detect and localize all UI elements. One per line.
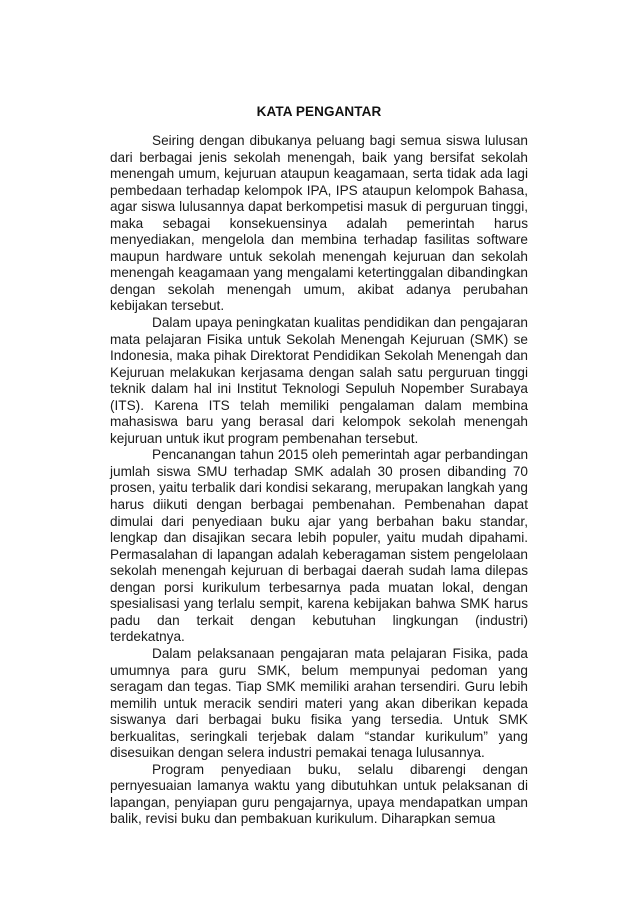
paragraph-5: Program penyediaan buku, selalu dibarengi dengan pernyesuaian lamanya waktu yang dibutuhkan untuk pelaksanan di lapangan, penyiapan guru pengajarnya, upaya mendapatkan umpan balik, revisi buku dan pembakuan kurikulum. Diharapkan semua — [110, 761, 528, 827]
page-title: KATA PENGANTAR — [256, 104, 382, 119]
paragraph-4: Dalam pelaksanaan pengajaran mata pelajaran Fisika, pada umumnya para guru SMK, belum mempunyai pedoman yang seragam dan tegas. Tiap SMK memiliki arahan tersendiri. Guru lebih memilih untuk meracik sendiri materi yang akan diberikan kepada siswanya dari berbagai buku fisika yang tersedia. Untuk SMK berkualitas, seringkali terjebak dalam “standar kurikulum” yang disesuikan dengan selera industri pemakai tenaga lulusannya. — [110, 645, 528, 761]
paragraph-2: Dalam upaya peningkatan kualitas pendidikan dan pengajaran mata pelajaran Fisika untuk Sekolah Menengah Kejuruan (SMK) se Indonesia, maka pihak Direktorat Pendidikan Sekolah Menengah dan Kejuruan melakukan kerjasama dengan salah satu perguruan tinggi teknik dalam hal ini Institut Teknologi Sepuluh Nopember Surabaya (ITS). Karena ITS telah memiliki pengalaman dalam membina mahasiswa baru yang berasal dari kelompok sekolah menengah kejuruan untuk ikut program pembenahan tersebut. — [110, 315, 528, 446]
paragraph-3: Pencanangan tahun 2015 oleh pemerintah agar perbandingan jumlah siswa SMU terhadap SMK adalah 30 prosen dibanding 70 prosen, yaitu terbalik dari kondisi sekarang, merupakan langkah yang harus diikuti dengan berbagai pembenahan. Pembenahan dapat dimulai dari penyediaan buku ajar yang berbahan baku standar, lengkap dan disajikan secara lebih populer, yaitu mudah dipahami. Permasalahan di lapangan adalah keberagaman sistem pengelolaan sekolah menengah kejuruan di berbagai daerah sudah lama dilepas dengan porsi kurikulum terbesarnya pada muatan lokal, dengan spesialisasi yang terlalu sempit, karena kebijakan bahwa SMK harus padu dan terkait dengan kebutuhan lingkungan (industri) terdekatnya. — [110, 447, 528, 645]
paragraph-1: Seiring dengan dibukanya peluang bagi semua siswa lulusan dari berbagai jenis sekolah menengah, baik yang bersifat sekolah menengah umum, kejuruan ataupun keagamaan, serta tidak ada lagi pembedaan terhadap kelompok IPA, IPS ataupun kelompok Bahasa, agar siswa lulusannya dapat berkompetisi masuk di perguruan tinggi, maka sebagai konsekuensinya adalah pemerintah harus menyediakan, mengelola dan membina terhadap fasilitas software maupun hardware untuk sekolah menengah kejuruan dan sekolah menengah keagamaan yang mengalami ketertinggalan dibandingkan dengan sekolah menengah umum, akibat adanya perubahan kebijakan tersebut. — [110, 133, 528, 314]
document-body — [110, 133, 528, 828]
